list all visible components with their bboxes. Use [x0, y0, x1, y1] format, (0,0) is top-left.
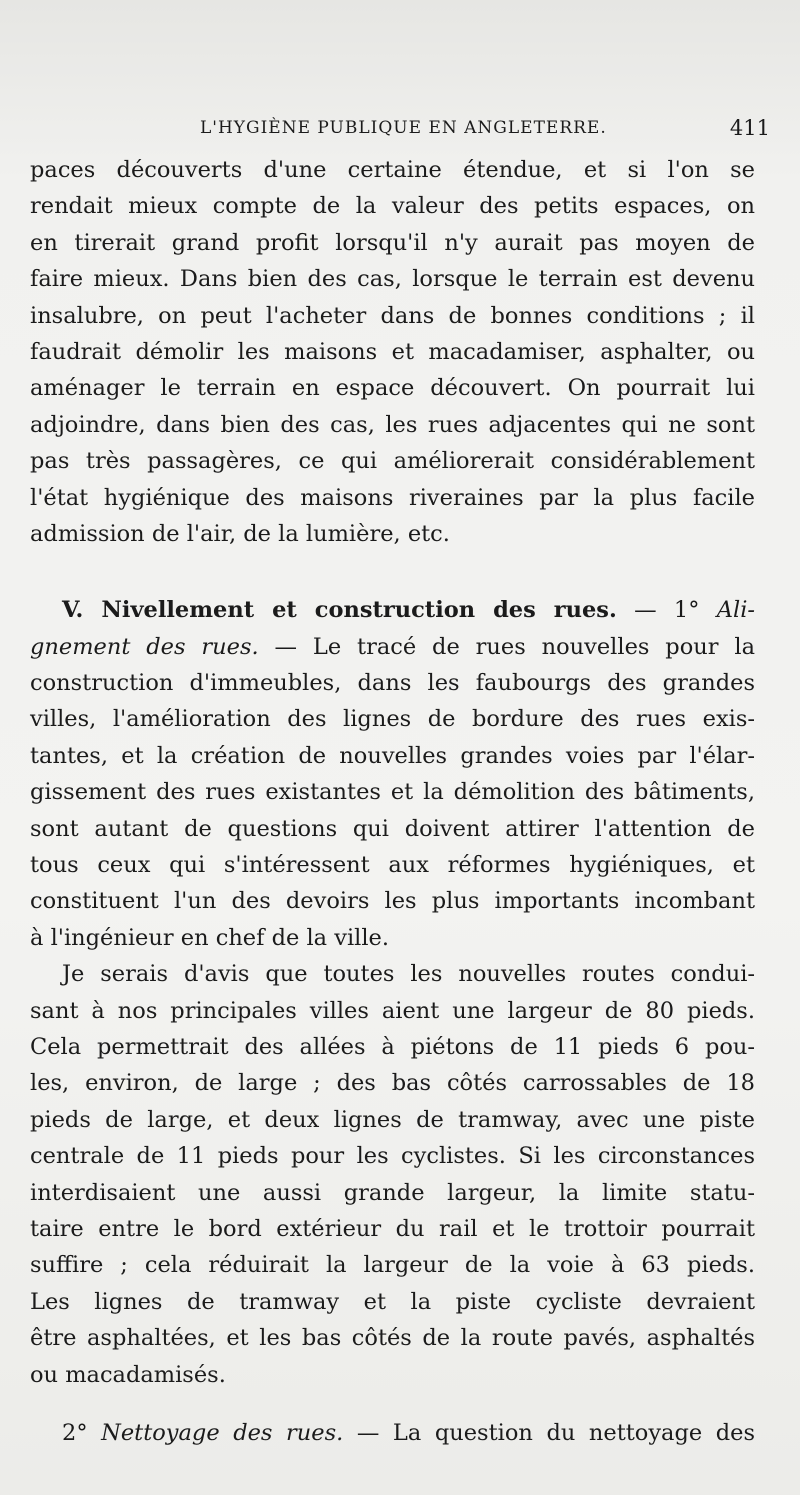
- subsection-title-part2: gnement des rues.: [30, 633, 259, 660]
- page-number: 411: [729, 116, 770, 140]
- text-line: Je serais d'avis que toutes les nouvelles routes condui-: [62, 961, 755, 988]
- text-run: — La question du nettoyage des: [343, 1419, 756, 1446]
- section-spacer: [30, 552, 755, 592]
- text-line: les, environ, de large ; des bas côtés carrossables de 18: [30, 1070, 755, 1097]
- subsection-number: 2°: [62, 1419, 88, 1446]
- section-spacer: [30, 1393, 755, 1415]
- text-line: tous ceux qui s'intéressent aux réformes hygiéniques, et: [30, 852, 755, 879]
- text-line: tantes, et la création de nouvelles grandes voies par l'élar-: [30, 742, 755, 769]
- text-line: être asphaltées, et les bas côtés de la route pavés, asphaltés: [30, 1325, 755, 1352]
- text-line: Les lignes de tramway et la piste cycliste devraient: [30, 1288, 755, 1315]
- text-line: rendait mieux compte de la valeur des petits espaces, on: [30, 193, 755, 220]
- text-line: paces découverts d'une certaine étendue, et si l'on se: [30, 157, 755, 183]
- running-title: L'HYGIÈNE PUBLIQUE EN ANGLETERRE.: [200, 118, 607, 138]
- text-line: l'état hygiénique des maisons riveraines par la plus facile: [30, 484, 755, 511]
- text-line: aménager le terrain en espace découvert. On pourrait lui: [30, 375, 755, 402]
- text-line: taire entre le bord extérieur du rail et le trottoir pourrait: [30, 1215, 755, 1242]
- text-line: à l'ingénieur en chef de la ville.: [30, 924, 390, 951]
- text-line: ou macadamisés.: [30, 1361, 226, 1388]
- text-line: [30, 1415, 755, 1451]
- paragraph-road-widths: [30, 956, 755, 1393]
- text-line: faire mieux. Dans bien des cas, lorsque le terrain est devenu: [30, 266, 755, 293]
- section-2-nettoyage: [30, 1415, 755, 1451]
- text-line: constituent l'un des devoirs les plus importants incombant: [30, 888, 755, 915]
- text-line: villes, l'amélioration des lignes de bordure des rues exis-: [30, 706, 755, 733]
- text-line: faudrait démolir les maisons et macadamiser, asphalter, ou: [30, 338, 755, 365]
- section-heading-line: [30, 592, 755, 628]
- text-line: insalubre, on peut l'acheter dans de bonnes conditions ; il: [30, 302, 755, 329]
- text-line: en tirerait grand profit lorsqu'il n'y aurait pas moyen de: [30, 229, 755, 256]
- text-line: construction d'immeubles, dans les faubourgs des grandes: [30, 670, 755, 697]
- page-header: [30, 118, 770, 146]
- subsection-title-part1: Ali-: [716, 597, 755, 624]
- heading-dash: —: [616, 597, 674, 624]
- text-line: suffire ; cela réduirait la largeur de la voie à 63 pieds.: [30, 1252, 755, 1279]
- body-text: [30, 152, 755, 1451]
- subsection-number: 1°: [673, 597, 700, 624]
- text-line: adjoindre, dans bien des cas, les rues adjacentes qui ne sont: [30, 411, 755, 438]
- text-run: — Le tracé de rues nouvelles pour la: [258, 633, 755, 660]
- text-line: [30, 629, 755, 665]
- text-line: admission de l'air, de la lumière, etc.: [30, 520, 450, 547]
- text-line: gissement des rues existantes et la démolition des bâtiments,: [30, 779, 755, 806]
- text-line: Cela permettrait des allées à piétons de 11 pieds 6 pou-: [30, 1033, 755, 1060]
- text-line: pas très passagères, ce qui améliorerait considérablement: [30, 448, 755, 475]
- section-v-nivellement: [30, 592, 755, 956]
- text-line: interdisaient une aussi grande largeur, la limite statu-: [30, 1179, 755, 1206]
- text-line: sant à nos principales villes aient une largeur de 80 pieds.: [30, 997, 755, 1024]
- paragraph-open-spaces: [30, 152, 755, 552]
- subsection-title: Nettoyage des rues.: [101, 1419, 344, 1446]
- text-line: centrale de 11 pieds pour les cyclistes. Si les circonstances: [30, 1143, 755, 1170]
- text-line: pieds de large, et deux lignes de tramway, avec une piste: [30, 1106, 755, 1133]
- text-line: sont autant de questions qui doivent attirer l'attention de: [30, 815, 755, 842]
- section-heading: V. Nivellement et construction des rues.: [62, 597, 617, 624]
